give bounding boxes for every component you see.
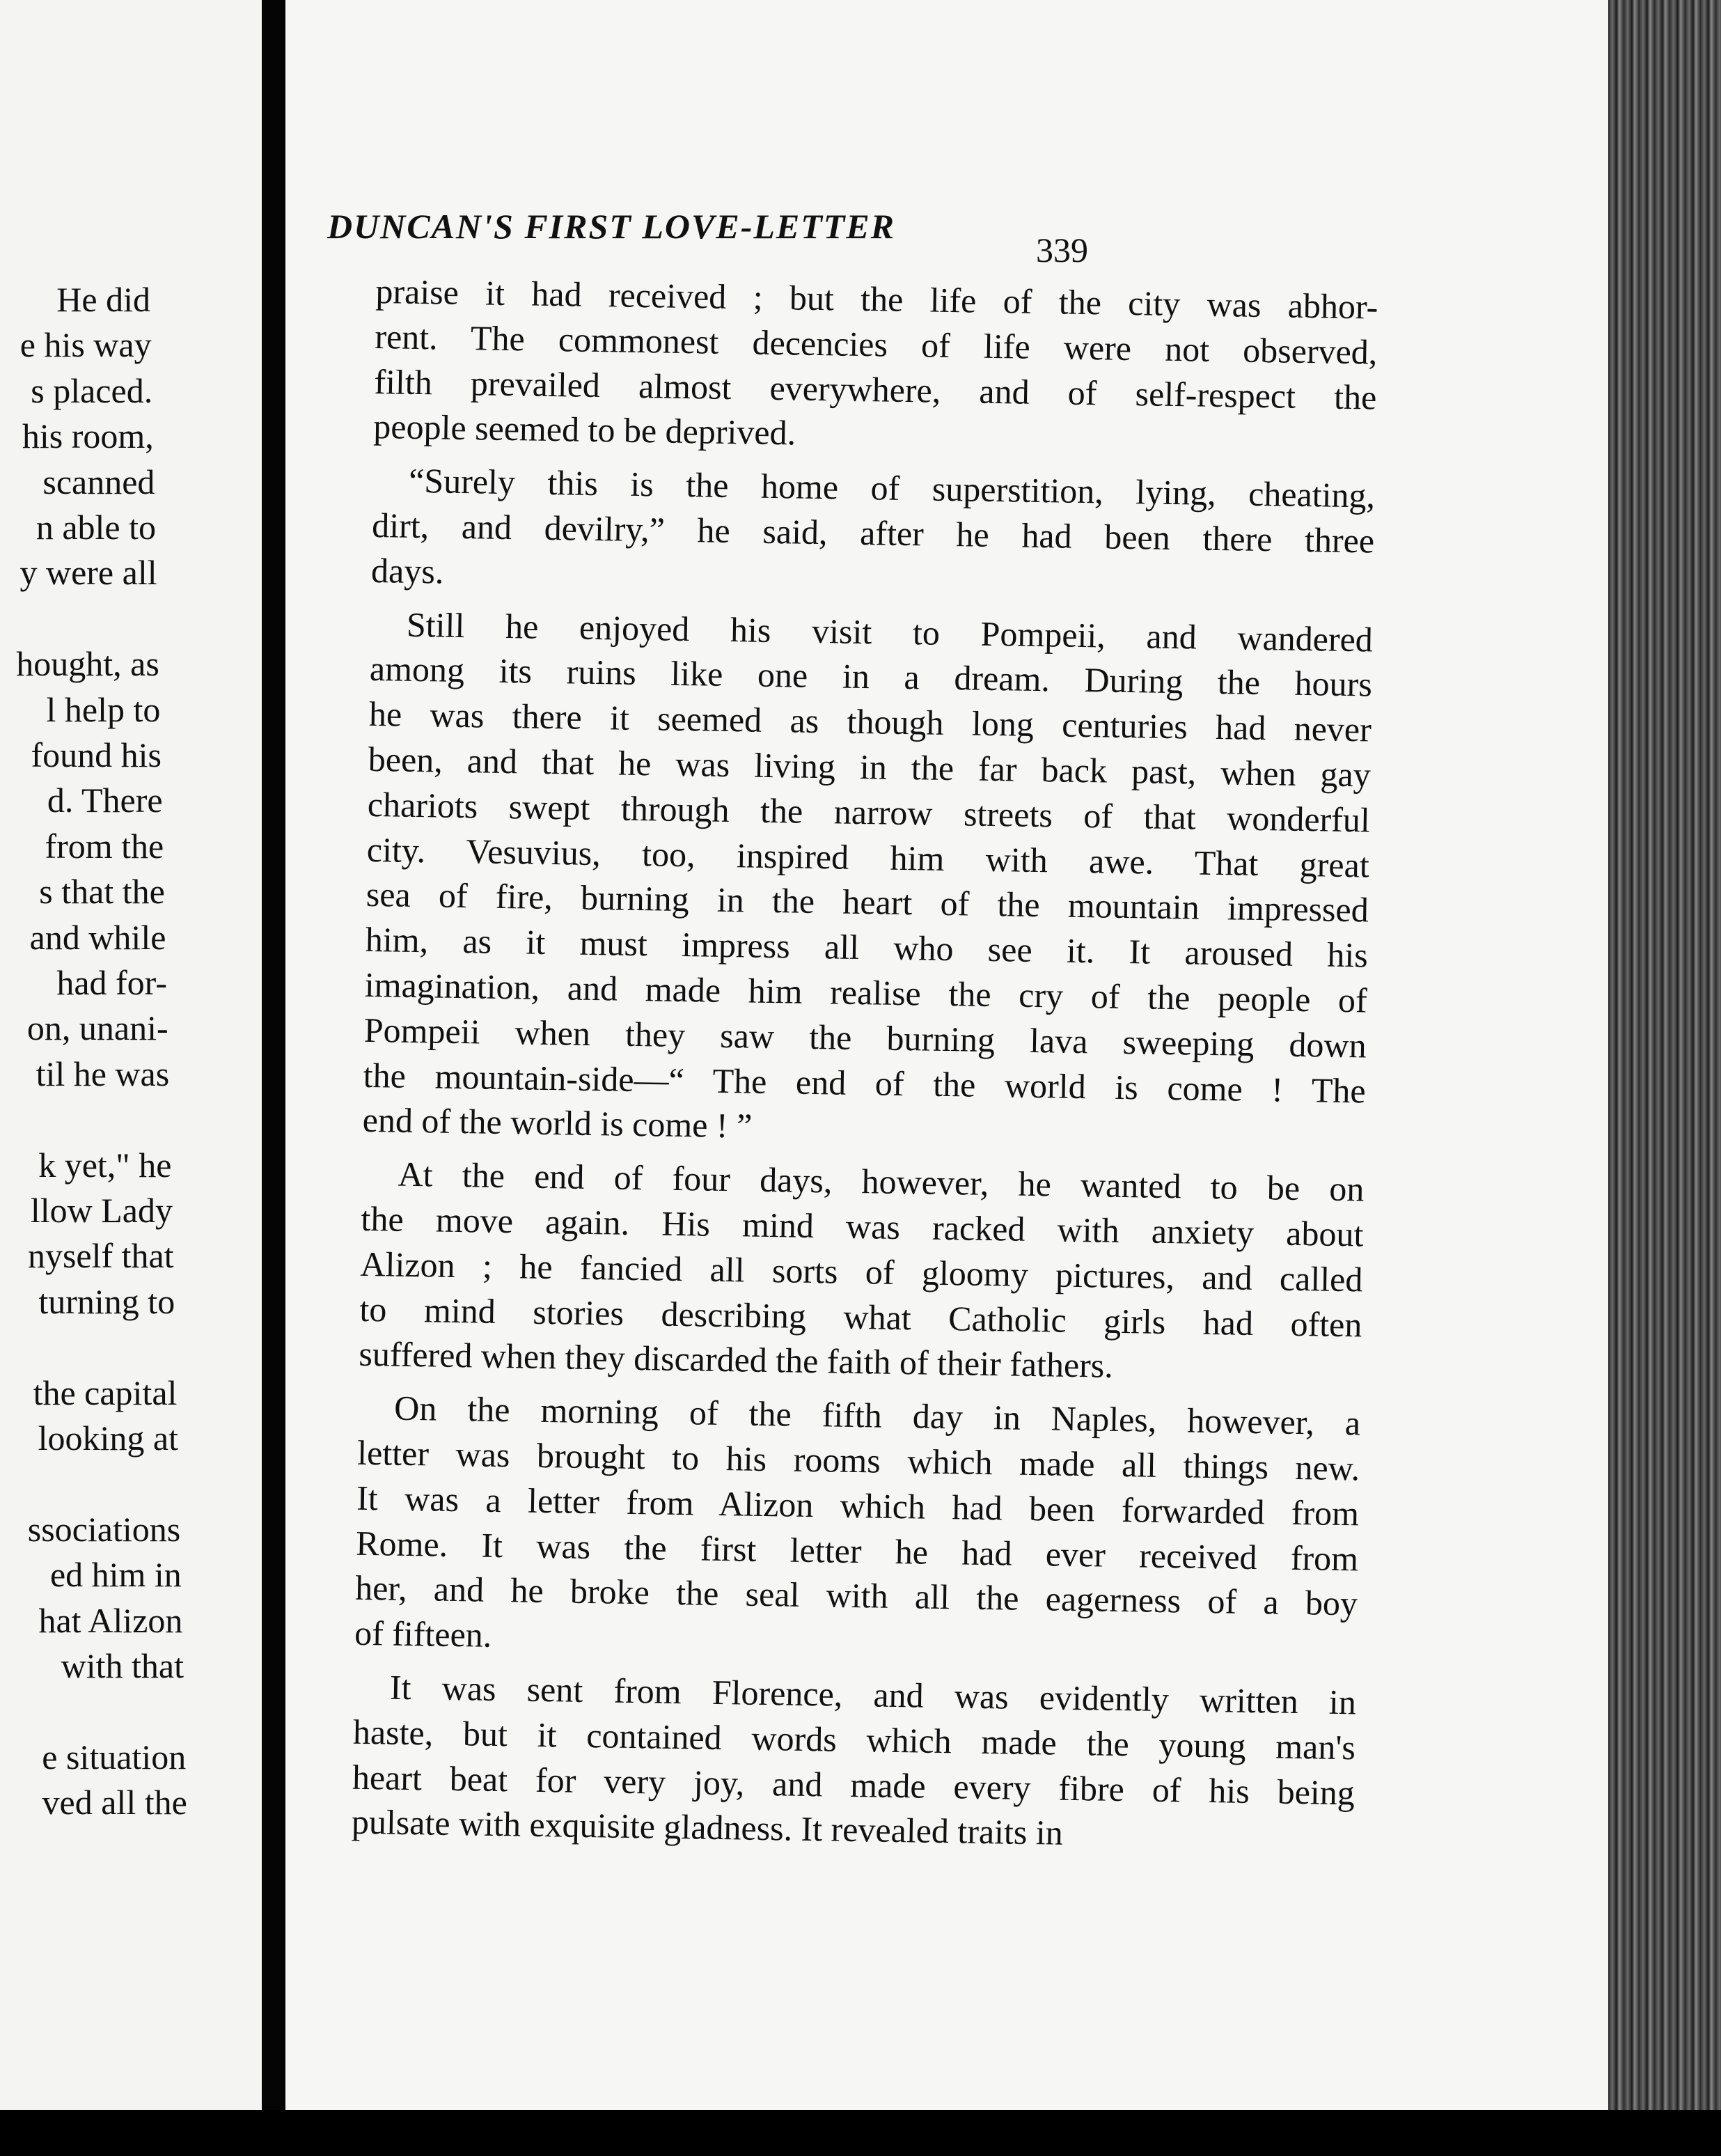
- left-page-line: ed him in: [49, 1555, 182, 1595]
- left-page-line: y were all: [19, 553, 157, 593]
- left-page-line: scanned: [42, 462, 155, 501]
- text-line: “Surely this is the home of superstition, lying, cheating,: [408, 460, 1376, 515]
- book-gutter: [262, 0, 285, 2110]
- left-page-line: his room,: [22, 416, 154, 456]
- left-page-line: llow Lady: [30, 1191, 173, 1230]
- left-page-line: had for-: [56, 963, 167, 1002]
- paragraph: [354, 1385, 1361, 1671]
- text-line: It was a letter from Alizon which had been forwarded from: [356, 1478, 1360, 1533]
- text-line: haste, but it contained words which made the young man's: [352, 1712, 1356, 1767]
- text-line: he was there it seemed as though long centuries had never: [368, 694, 1372, 749]
- text-line: rent. The commonest decencies of life were not observed,: [375, 316, 1378, 372]
- text-line: Rome. It was the first letter he had ever received from: [355, 1523, 1359, 1578]
- left-page-line: e his way: [19, 325, 152, 365]
- left-page-line: nyself that: [27, 1236, 174, 1276]
- text-line: heart beat for very joy, and made every fibre of his being: [352, 1757, 1355, 1812]
- text-line: suffered when they discarded the faith of their fathers.: [359, 1334, 1114, 1386]
- text-line: dirt, and devilry,” he said, after he had been there three: [371, 505, 1375, 561]
- left-page-line: turning to: [38, 1281, 175, 1321]
- text-line: On the morning of the fifth day in Naples, however, a: [393, 1388, 1361, 1443]
- page-number: 339: [1036, 231, 1088, 270]
- paragraph: [373, 269, 1378, 465]
- text-line: of fifteen.: [354, 1613, 492, 1655]
- left-page-line: with that: [61, 1646, 184, 1685]
- text-line: city. Vesuvius, too, inspired him with awe. That great: [366, 829, 1370, 885]
- left-page-line: hought, as: [16, 644, 159, 684]
- paragraph: [362, 602, 1373, 1159]
- text-line: filth prevailed almost everywhere, and of self-respect the: [374, 361, 1377, 417]
- text-line: It was sent from Florence, and was evidently written in: [389, 1667, 1357, 1722]
- text-line: pulsate with exquisite gladness. It revealed traits in: [351, 1802, 1064, 1853]
- left-page-line: looking at: [38, 1419, 178, 1458]
- page-edges: [1608, 0, 1721, 2110]
- left-page-line: He did: [56, 280, 150, 319]
- left-page-line: ssociations: [27, 1509, 181, 1549]
- right-page: [285, 0, 1608, 2110]
- text-line: been, and that he was living in the far back past, when gay: [368, 739, 1372, 795]
- left-page: [0, 0, 262, 2110]
- left-page-line: k yet," he: [38, 1145, 172, 1185]
- bottom-shadow: [0, 2110, 1721, 2156]
- text-line: letter was brought to his rooms which made all things new.: [356, 1432, 1360, 1488]
- left-page-line: s that the: [39, 872, 165, 912]
- left-page-line: hat Alizon: [38, 1600, 183, 1640]
- left-page-line: ved all the: [42, 1783, 187, 1822]
- left-page-line: from the: [45, 826, 164, 866]
- text-line: among its ruins like one in a dream. During the hours: [369, 649, 1373, 704]
- left-page-line: til he was: [36, 1054, 170, 1093]
- paragraph: [359, 1151, 1365, 1393]
- left-page-line: the capital: [33, 1373, 178, 1412]
- left-page-line: n able to: [36, 508, 156, 547]
- body-text: [351, 269, 1378, 1860]
- text-line: end of the world is come ! ”: [362, 1100, 753, 1146]
- left-page-line: d. There: [47, 781, 163, 820]
- text-line: imagination, and made him realise the cry of the people of: [364, 964, 1368, 1020]
- text-line: Pompeii when they saw the burning lava sweeping down: [363, 1010, 1367, 1065]
- paragraph: [371, 458, 1376, 609]
- running-head: DUNCAN'S FIRST LOVE-LETTER: [327, 207, 896, 246]
- left-page-line: found his: [31, 735, 162, 774]
- left-page-line: and while: [29, 917, 166, 957]
- left-page-line: l help to: [46, 689, 161, 729]
- text-line: sea of fire, burning in the heart of the mountain impressed: [366, 875, 1369, 930]
- text-line: him, as it must impress all who see it. It aroused his: [365, 920, 1369, 975]
- text-line: days.: [370, 550, 444, 591]
- text-line: Still he enjoyed his visit to Pompeii, and wandered: [406, 604, 1374, 659]
- left-page-line: e situation: [42, 1737, 187, 1776]
- text-line: At the end of four days, however, he wanted to be on: [398, 1154, 1365, 1209]
- text-line: chariots swept through the narrow streets of that wonderful: [367, 784, 1371, 840]
- text-line: Alizon ; he fancied all sorts of gloomy pictures, and called: [360, 1244, 1363, 1299]
- text-line: the move again. His mind was racked with anxiety about: [361, 1198, 1364, 1254]
- text-line: to mind stories describing what Catholic girls had often: [359, 1289, 1362, 1344]
- text-line: her, and he broke the seal with all the eagerness of a boy: [354, 1568, 1358, 1623]
- left-page-line: on, unani-: [26, 1008, 168, 1048]
- text-line: the mountain-side—“ The end of the world is come ! The: [363, 1055, 1367, 1111]
- paragraph: [351, 1664, 1356, 1861]
- left-page-line: s placed.: [31, 370, 153, 410]
- text-line: people seemed to be deprived.: [373, 407, 796, 453]
- text-line: praise it had received ; but the life of the city was abhor-: [375, 271, 1378, 327]
